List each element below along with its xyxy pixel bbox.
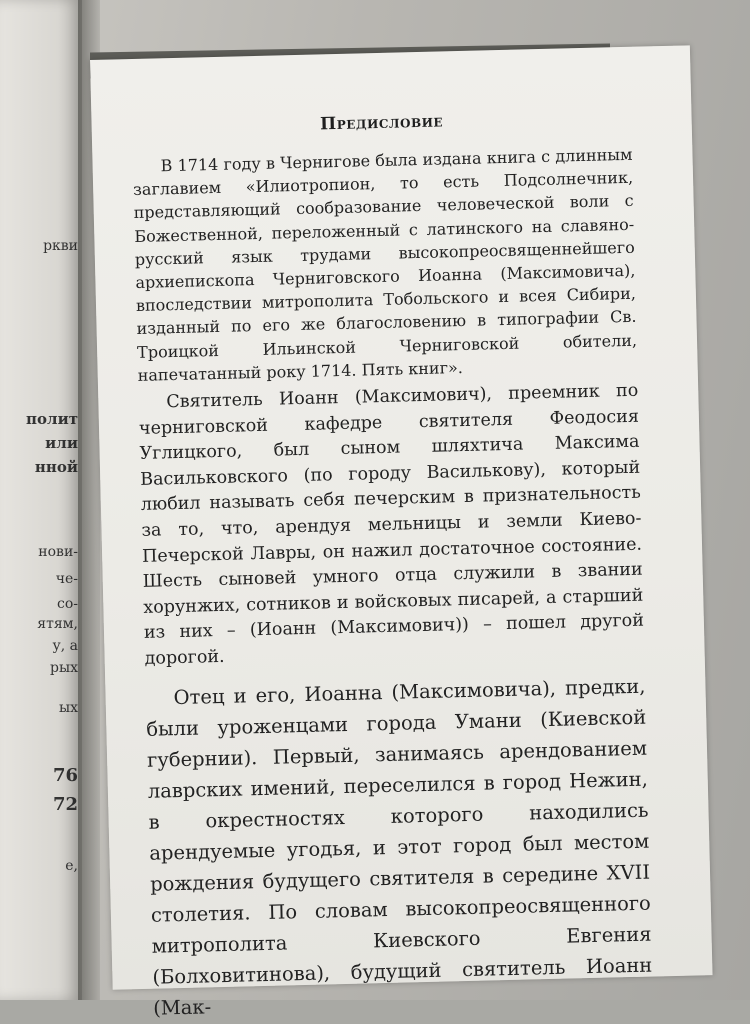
- page-heading: Предисловие: [319, 111, 444, 135]
- left-page-fragment: ркви: [43, 238, 78, 254]
- paragraph: Святитель Иоанн (Максимович), преемник по черниговской кафедре святителя Феодосия Углицкого, был сыном шляхтича Максима Васильковского (по городу Василькову), который любил называть себя печерским в признательность за то, что, арендуя мельницы и земли Киево-Печерской Лавры, он нажил достаточное состояние. Шесть сыновей умного отца служили в звании хорунжих, сотников и войсковых писарей, а старший из них – (Иоанн (Максимович)) – пошел другой дорогой.: [138, 380, 645, 669]
- left-page-shadow: [0, 0, 82, 1000]
- left-page-fragment: ятям,: [37, 616, 78, 632]
- left-page-fragment: нови-: [38, 544, 78, 560]
- left-page-fragment: 72: [52, 794, 78, 815]
- left-page-fragment: че-: [55, 571, 78, 587]
- paragraph: Отец и его, Иоанна (Максимовича), предки, были уроженцами города Умани (Киевской губернии). Первый, занимаясь арендованием лаврских имений, переселился в город Нежин, в окрестностях которого находились арендуемые угодья, и этот город был местом рождения будущего святителя в середине XVII столетия. По словам высокопреосвященного митрополита Киевского Евгения (Болховитинова), будущий святитель Иоанн (Мак-: [146, 674, 653, 1020]
- left-page-fragment: у, а: [52, 638, 78, 654]
- left-page-fragment: рых: [50, 660, 78, 676]
- book-page: [90, 45, 713, 1020]
- left-page-fragment: полит: [26, 410, 78, 428]
- left-page: [0, 0, 82, 1000]
- left-page-fragment: е,: [65, 858, 78, 874]
- page-text-block: [131, 107, 653, 1024]
- left-page-fragment: со-: [57, 596, 78, 612]
- left-page-fragment: 76: [52, 765, 78, 786]
- paragraph: В 1714 году в Чернигове была издана книга с длинным заглавием «Илиотропион, то есть Подсолнечник, представляющий сообразование человеческой воли с Божественной, переложенный с латинского на славяно-русский язык трудами высокопреосвященнейшего архиепископа Черниговского Иоанна (Максимовича), впоследствии митрополита Тобольского и всея Сибири, изданный по его же благословению в типографии Св. Троицкой Ильинской Черниговской обители, напечатанный року 1714. Пять книг».: [132, 144, 638, 385]
- left-page-fragment: или: [45, 434, 78, 452]
- left-page-fragment: ых: [58, 700, 78, 716]
- left-page-fragment: нной: [34, 458, 78, 476]
